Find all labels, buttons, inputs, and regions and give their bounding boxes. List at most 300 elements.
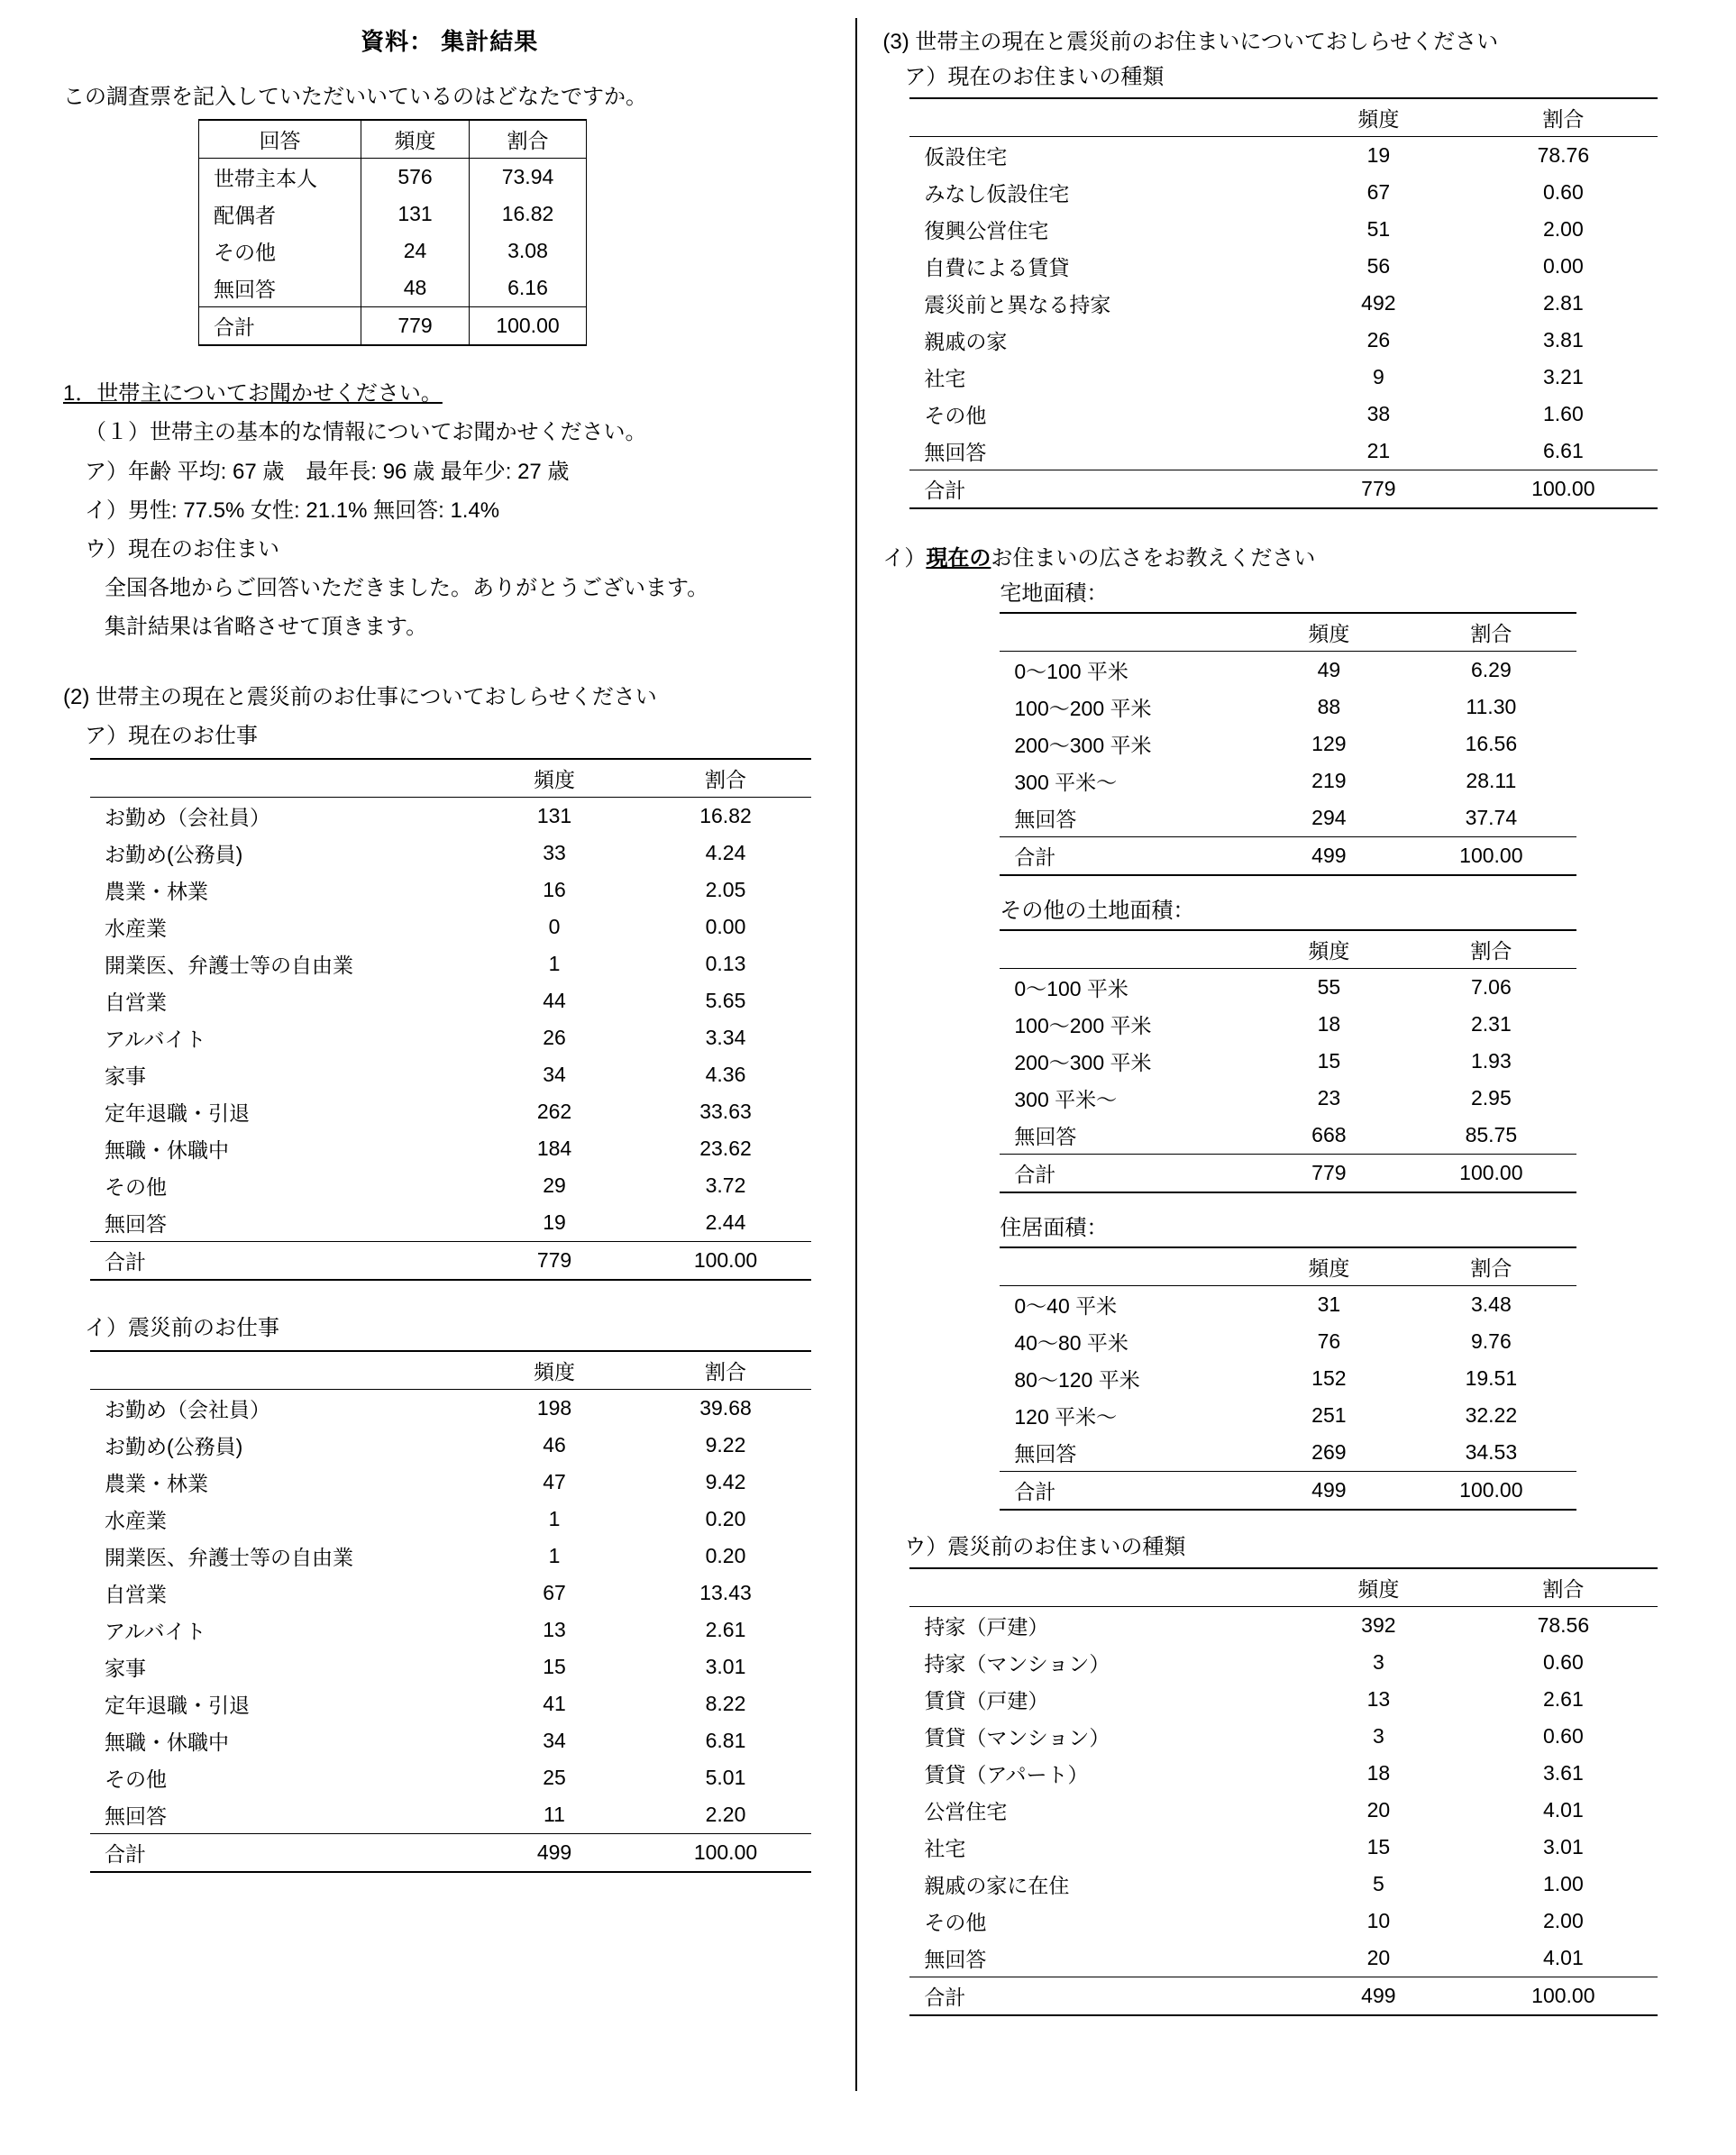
row-frequency: 76 <box>1317 1329 1341 1353</box>
row-percent: 85.75 <box>1405 1117 1576 1155</box>
table-row <box>1000 1043 1576 1080</box>
section1-heading: 1．世帯主についてお聞かせください。 <box>63 381 443 406</box>
row-label: その他 <box>199 233 361 269</box>
land-area-title: 宅地面積： <box>1000 581 1109 606</box>
row-frequency: 38 <box>1366 402 1391 425</box>
table-total-row <box>1000 1472 1576 1511</box>
total-percent: 100.00 <box>640 1834 811 1873</box>
table-row <box>90 1167 811 1204</box>
row-label: 賃貸（マンション） <box>924 1726 1110 1749</box>
total-frequency: 779 <box>1288 470 1468 509</box>
section1-sub1: （１）世帯主の基本的な情報についてお聞かせください。 <box>85 420 647 445</box>
row-percent: 3.81 <box>1542 328 1584 352</box>
sub-i-emphasis: 現在の <box>926 546 991 571</box>
row-percent: 2.20 <box>640 1796 811 1834</box>
living-area-title: 住居面積： <box>1000 1216 1109 1240</box>
row-label: 農業・林業 <box>105 879 208 903</box>
table-row <box>90 1019 811 1056</box>
section2-heading: (2) 世帯主の現在と震災前のお仕事についておしらせください <box>63 684 657 709</box>
current-job-table <box>90 758 811 1281</box>
row-label: 社宅 <box>924 1837 966 1860</box>
row-label: 無職・休職中 <box>105 1137 229 1162</box>
row-frequency: 88 <box>1317 695 1341 718</box>
column-header: 頻度 <box>1252 930 1405 969</box>
section3-sub-a: ア）現在のお住まいの種類 <box>904 65 1165 89</box>
row-frequency: 20 <box>1288 1940 1468 1977</box>
sub-i-suffix: お住まいの広さをお教えください <box>991 546 1316 571</box>
table-row <box>90 1204 811 1242</box>
table-row <box>1000 689 1576 726</box>
row-percent: 0.20 <box>705 1544 746 1568</box>
row-percent: 0.60 <box>1542 1650 1584 1674</box>
column-header <box>90 1351 469 1390</box>
row-percent: 5.01 <box>705 1766 746 1790</box>
row-frequency: 29 <box>543 1173 566 1197</box>
row-label: 農業・林業 <box>105 1472 208 1496</box>
row-label: 0〜100 平米 <box>1014 660 1128 683</box>
table-row <box>909 322 1658 359</box>
row-frequency: 16 <box>543 877 566 901</box>
row-frequency: 25 <box>543 1766 566 1790</box>
row-label: その他 <box>924 404 987 427</box>
row-label: 配偶者 <box>199 196 361 233</box>
table-total-row <box>1000 837 1576 876</box>
row-frequency: 23 <box>1317 1086 1341 1109</box>
column-header: 割合 <box>1405 1247 1576 1286</box>
row-label: 親戚の家 <box>924 330 1008 353</box>
row-frequency: 131 <box>536 803 572 827</box>
total-label: 合計 <box>909 470 1288 509</box>
table-row <box>1000 1006 1576 1043</box>
row-percent: 9.42 <box>705 1470 746 1494</box>
table-row <box>199 196 587 233</box>
table-row <box>1000 1360 1576 1397</box>
row-frequency: 26 <box>1366 328 1391 352</box>
total-frequency: 499 <box>1252 837 1405 876</box>
row-percent: 3.08 <box>470 233 587 269</box>
table-total-row <box>909 470 1658 509</box>
table-row <box>909 1792 1658 1829</box>
row-frequency: 262 <box>536 1099 572 1123</box>
section3-heading: (3) 世帯主の現在と震災前のお住まいについておしらせください <box>882 30 1499 54</box>
row-percent: 78.76 <box>1537 143 1590 167</box>
row-percent: 2.61 <box>705 1618 746 1642</box>
table-row <box>1000 799 1576 837</box>
table-row <box>909 359 1658 396</box>
row-frequency: 15 <box>543 1655 566 1679</box>
column-header <box>1000 930 1252 969</box>
row-percent: 2.31 <box>1470 1012 1512 1036</box>
row-frequency: 131 <box>361 196 470 233</box>
table-row <box>909 1644 1658 1681</box>
table-row <box>909 433 1658 470</box>
total-percent: 100.00 <box>1468 470 1658 509</box>
table-row <box>90 797 811 835</box>
row-label: お勤め（会社員） <box>105 805 270 829</box>
column-header <box>909 98 1288 137</box>
table-header-row <box>90 1351 811 1390</box>
row-percent: 6.61 <box>1468 433 1658 470</box>
row-frequency: 492 <box>1361 291 1396 315</box>
row-frequency: 47 <box>543 1470 566 1494</box>
column-header: 頻度 <box>1288 1568 1468 1607</box>
previous-housing-table <box>909 1567 1658 2016</box>
table-row <box>1000 726 1576 762</box>
row-label: 0〜40 平米 <box>1014 1294 1118 1318</box>
row-frequency: 55 <box>1317 975 1341 999</box>
row-label: 社宅 <box>924 367 966 390</box>
row-label: 水産業 <box>105 916 167 940</box>
table-row <box>90 1464 811 1501</box>
total-label: 合計 <box>1000 1472 1252 1511</box>
row-percent: 3.34 <box>705 1025 746 1049</box>
row-percent: 5.65 <box>705 988 746 1012</box>
row-label: 100〜200 平米 <box>1014 1014 1152 1037</box>
row-percent: 16.82 <box>470 196 587 233</box>
other-land-area-table <box>1000 929 1576 1193</box>
table-header-row <box>909 1568 1658 1607</box>
table-row <box>90 1796 811 1834</box>
row-frequency: 33 <box>543 840 566 864</box>
row-label: 親戚の家に在住 <box>924 1874 1070 1897</box>
row-percent: 39.68 <box>699 1396 752 1420</box>
row-percent: 0.60 <box>1542 1724 1584 1748</box>
row-percent: 3.72 <box>705 1173 746 1197</box>
row-label: お勤め(公務員) <box>105 1435 243 1459</box>
row-percent: 19.51 <box>1465 1366 1518 1390</box>
column-header: 割合 <box>640 1351 811 1390</box>
row-percent: 6.16 <box>470 269 587 307</box>
row-percent: 2.00 <box>1542 1909 1584 1932</box>
row-frequency: 576 <box>361 159 470 196</box>
row-frequency: 3 <box>1372 1724 1384 1748</box>
table-header-row <box>1000 930 1576 969</box>
row-label: 100〜200 平米 <box>1014 697 1152 720</box>
table-row <box>90 835 811 872</box>
row-frequency: 668 <box>1252 1117 1405 1155</box>
row-label: 200〜300 平米 <box>1014 1051 1152 1074</box>
row-percent: 9.76 <box>1470 1329 1512 1353</box>
total-percent: 100.00 <box>1468 1977 1658 2016</box>
column-header: 割合 <box>1405 613 1576 652</box>
previous-job-table <box>90 1350 811 1873</box>
row-percent: 6.29 <box>1470 658 1512 681</box>
table-row <box>90 1722 811 1759</box>
column-header <box>1000 613 1252 652</box>
total-label: 合計 <box>90 1834 469 1873</box>
respondent-table <box>198 119 587 346</box>
table-row <box>1000 1323 1576 1360</box>
row-label: アルバイト <box>105 1027 206 1051</box>
row-label: 公営住宅 <box>924 1800 1008 1823</box>
table-total-row <box>90 1241 811 1280</box>
section3-sub-i <box>882 540 1700 571</box>
total-frequency: 779 <box>361 307 470 346</box>
section2-sub-i: イ）震災前のお仕事 <box>85 1315 279 1340</box>
row-frequency: 51 <box>1366 217 1391 241</box>
section1-line-u2: 集計結果は省略させて頂きます。 <box>105 615 428 640</box>
total-percent: 100.00 <box>1405 1155 1576 1193</box>
total-label: 合計 <box>1000 837 1252 876</box>
table-row <box>90 872 811 909</box>
row-label: その他 <box>105 1767 167 1792</box>
table-row <box>909 211 1658 248</box>
row-percent: 3.01 <box>705 1655 746 1679</box>
row-percent: 3.01 <box>1542 1835 1584 1858</box>
row-frequency: 152 <box>1311 1366 1347 1390</box>
row-label: 0〜100 平米 <box>1014 977 1128 1000</box>
row-label: 水産業 <box>105 1509 167 1533</box>
row-label: 定年退職・引退 <box>105 1694 250 1718</box>
row-percent: 4.36 <box>705 1062 746 1086</box>
row-frequency: 1 <box>548 1507 561 1531</box>
table-row <box>909 248 1658 285</box>
total-percent: 100.00 <box>1405 837 1576 876</box>
row-label: アルバイト <box>105 1620 206 1644</box>
row-percent: 3.61 <box>1542 1761 1584 1785</box>
row-percent: 2.95 <box>1470 1086 1512 1109</box>
right-column <box>882 18 1700 2155</box>
other-land-area-title: その他の土地面積： <box>1000 899 1195 923</box>
total-frequency: 499 <box>469 1834 640 1873</box>
row-percent: 0.13 <box>705 951 746 975</box>
row-frequency: 251 <box>1311 1403 1347 1427</box>
section1-line-i: イ）男性: 77.5% 女性: 21.1% 無回答: 1.4% <box>85 498 500 523</box>
row-frequency: 13 <box>543 1618 566 1642</box>
total-percent: 100.00 <box>470 307 587 346</box>
total-frequency: 499 <box>1288 1977 1468 2016</box>
table-row <box>90 1685 811 1722</box>
section1-line-u1: 全国各地からご回答いただきました。ありがとうございます。 <box>105 576 709 601</box>
section1-line-u: ウ）現在のお住まい <box>85 536 279 562</box>
row-percent: 1.00 <box>1542 1872 1584 1895</box>
table-row <box>199 233 587 269</box>
column-header <box>1000 1247 1252 1286</box>
total-frequency: 779 <box>469 1241 640 1280</box>
row-label: 120 平米〜 <box>1014 1405 1118 1429</box>
row-percent: 9.22 <box>705 1433 746 1457</box>
row-frequency: 19 <box>1366 143 1391 167</box>
table-row <box>1000 969 1576 1007</box>
total-label: 合計 <box>199 307 361 346</box>
column-header <box>909 1568 1288 1607</box>
table-row <box>1000 762 1576 799</box>
table-row <box>909 1829 1658 1866</box>
column-header: 割合 <box>1405 930 1576 969</box>
table-row <box>199 159 587 196</box>
row-frequency: 294 <box>1252 799 1405 837</box>
table-row <box>1000 652 1576 689</box>
row-percent: 0.60 <box>1542 180 1584 204</box>
row-frequency: 67 <box>543 1581 566 1605</box>
table-header-row <box>90 759 811 798</box>
row-frequency: 41 <box>543 1692 566 1716</box>
page-title: 資料： 集計結果 <box>361 28 539 55</box>
section2-sub-a: ア）現在のお仕事 <box>85 723 258 748</box>
table-total-row <box>199 307 587 346</box>
row-frequency: 49 <box>1317 658 1341 681</box>
row-frequency: 269 <box>1252 1434 1405 1472</box>
total-label: 合計 <box>909 1977 1288 2016</box>
row-percent: 0.00 <box>1542 254 1584 278</box>
row-frequency: 184 <box>536 1136 572 1160</box>
row-label: 無回答 <box>90 1796 469 1834</box>
row-frequency: 0 <box>548 914 561 938</box>
row-frequency: 24 <box>361 233 470 269</box>
table-row <box>1000 1080 1576 1117</box>
row-label: 無回答 <box>199 269 361 307</box>
row-label: その他 <box>924 1911 987 1934</box>
section1-line-a: ア）年齢 平均: 67 歳 最年長: 96 歳 最年少: 27 歳 <box>85 459 570 484</box>
row-label: 無回答 <box>1000 1434 1252 1472</box>
row-frequency: 46 <box>543 1433 566 1457</box>
row-label: 賃貸（アパート） <box>924 1763 1089 1786</box>
row-frequency: 19 <box>469 1204 640 1242</box>
table-total-row <box>1000 1155 1576 1193</box>
table-total-row <box>90 1834 811 1873</box>
row-percent: 13.43 <box>699 1581 752 1605</box>
total-frequency: 779 <box>1252 1155 1405 1193</box>
column-header: 割合 <box>1468 1568 1658 1607</box>
row-frequency: 31 <box>1317 1292 1341 1316</box>
row-percent: 3.48 <box>1470 1292 1512 1316</box>
row-percent: 16.82 <box>699 803 752 827</box>
row-percent: 11.30 <box>1466 695 1517 718</box>
row-frequency: 20 <box>1366 1798 1391 1822</box>
row-label: 家事 <box>105 1657 146 1681</box>
table-row <box>90 1612 811 1648</box>
row-frequency: 21 <box>1288 433 1468 470</box>
row-label: 震災前と異なる持家 <box>924 293 1111 316</box>
table-row <box>90 1130 811 1167</box>
table-total-row <box>909 1977 1658 2016</box>
row-label: 定年退職・引退 <box>105 1100 250 1125</box>
row-percent: 2.61 <box>1542 1687 1584 1711</box>
row-label: 持家（マンション） <box>924 1652 1110 1676</box>
table-row <box>909 174 1658 211</box>
column-header <box>90 759 469 798</box>
column-header: 割合 <box>470 120 587 159</box>
row-percent: 1.93 <box>1470 1049 1512 1073</box>
intro-text: この調査票を記入していただいいているのはどなたですか。 <box>63 85 647 109</box>
row-percent: 4.01 <box>1468 1940 1658 1977</box>
table-row <box>909 1903 1658 1940</box>
row-frequency: 129 <box>1311 732 1347 755</box>
column-header: 頻度 <box>1252 1247 1405 1286</box>
table-row <box>90 1501 811 1538</box>
row-percent: 4.24 <box>705 840 746 864</box>
table-row <box>90 909 811 945</box>
row-label: 自費による賃貸 <box>924 256 1070 279</box>
table-row <box>199 269 587 307</box>
row-label: 仮設住宅 <box>924 145 1008 169</box>
table-row <box>90 1575 811 1612</box>
table-row <box>90 1538 811 1575</box>
row-percent: 4.01 <box>1542 1798 1584 1822</box>
column-header: 頻度 <box>361 120 470 159</box>
column-header: 割合 <box>1468 98 1658 137</box>
total-frequency: 499 <box>1252 1472 1405 1511</box>
row-percent: 0.20 <box>705 1507 746 1531</box>
row-percent: 2.81 <box>1542 291 1584 315</box>
row-label: 自営業 <box>105 1583 167 1607</box>
row-percent: 28.11 <box>1466 769 1517 792</box>
row-frequency: 56 <box>1366 254 1391 278</box>
table-row <box>1000 1434 1576 1472</box>
table-row <box>1000 1397 1576 1434</box>
row-percent: 2.00 <box>1542 217 1584 241</box>
row-frequency: 219 <box>1311 769 1347 792</box>
living-area-table <box>1000 1246 1576 1511</box>
row-label: 無回答 <box>1000 799 1252 837</box>
current-housing-table <box>909 97 1658 509</box>
column-header: 頻度 <box>1252 613 1405 652</box>
table-row <box>90 1056 811 1093</box>
column-header: 頻度 <box>469 759 640 798</box>
row-percent: 32.22 <box>1465 1403 1518 1427</box>
row-label: 家事 <box>105 1064 146 1088</box>
row-percent: 8.22 <box>705 1692 746 1716</box>
table-row <box>90 982 811 1019</box>
column-header: 頻度 <box>1288 98 1468 137</box>
table-row <box>909 1607 1658 1645</box>
table-row <box>90 1759 811 1796</box>
column-header: 頻度 <box>469 1351 640 1390</box>
row-percent: 73.94 <box>470 159 587 196</box>
row-label: お勤め（会社員） <box>105 1398 270 1422</box>
row-percent: 0.00 <box>705 914 746 938</box>
row-percent: 6.81 <box>705 1729 746 1753</box>
table-header-row <box>1000 1247 1576 1286</box>
row-percent: 33.63 <box>699 1099 752 1123</box>
row-label: 無回答 <box>909 1940 1288 1977</box>
row-label: 300 平米〜 <box>1014 1088 1118 1111</box>
row-label: 無職・休職中 <box>105 1730 229 1755</box>
table-row <box>909 1866 1658 1903</box>
table-row <box>909 396 1658 433</box>
row-label: 賃貸（戸建） <box>924 1689 1049 1712</box>
row-label: お勤め(公務員) <box>105 842 243 866</box>
land-area-table <box>1000 612 1576 876</box>
row-label: 世帯主本人 <box>199 159 361 196</box>
sub-i-prefix: イ） <box>882 546 927 571</box>
row-frequency: 9 <box>1372 365 1384 388</box>
row-percent: 2.44 <box>640 1204 811 1242</box>
row-frequency: 18 <box>1366 1761 1391 1785</box>
row-frequency: 26 <box>543 1025 566 1049</box>
row-frequency: 3 <box>1372 1650 1384 1674</box>
row-percent: 23.62 <box>699 1136 752 1160</box>
row-percent: 7.06 <box>1470 975 1512 999</box>
total-percent: 100.00 <box>640 1241 811 1280</box>
left-column <box>36 18 836 2155</box>
row-label: 無回答 <box>90 1204 469 1242</box>
table-header-row <box>199 120 587 159</box>
row-label: 40〜80 平米 <box>1014 1331 1128 1355</box>
section3-sub-u: ウ）震災前のお住まいの種類 <box>904 1535 1186 1559</box>
row-percent: 37.74 <box>1405 799 1576 837</box>
table-row <box>909 137 1658 175</box>
table-row <box>1000 1286 1576 1324</box>
table-row <box>90 1390 811 1428</box>
row-label: みなし仮設住宅 <box>924 182 1070 205</box>
row-label: 復興公営住宅 <box>924 219 1049 242</box>
table-row <box>90 945 811 982</box>
row-frequency: 13 <box>1366 1687 1391 1711</box>
row-label: その他 <box>105 1174 167 1199</box>
total-percent: 100.00 <box>1405 1472 1576 1511</box>
row-frequency: 15 <box>1317 1049 1341 1073</box>
